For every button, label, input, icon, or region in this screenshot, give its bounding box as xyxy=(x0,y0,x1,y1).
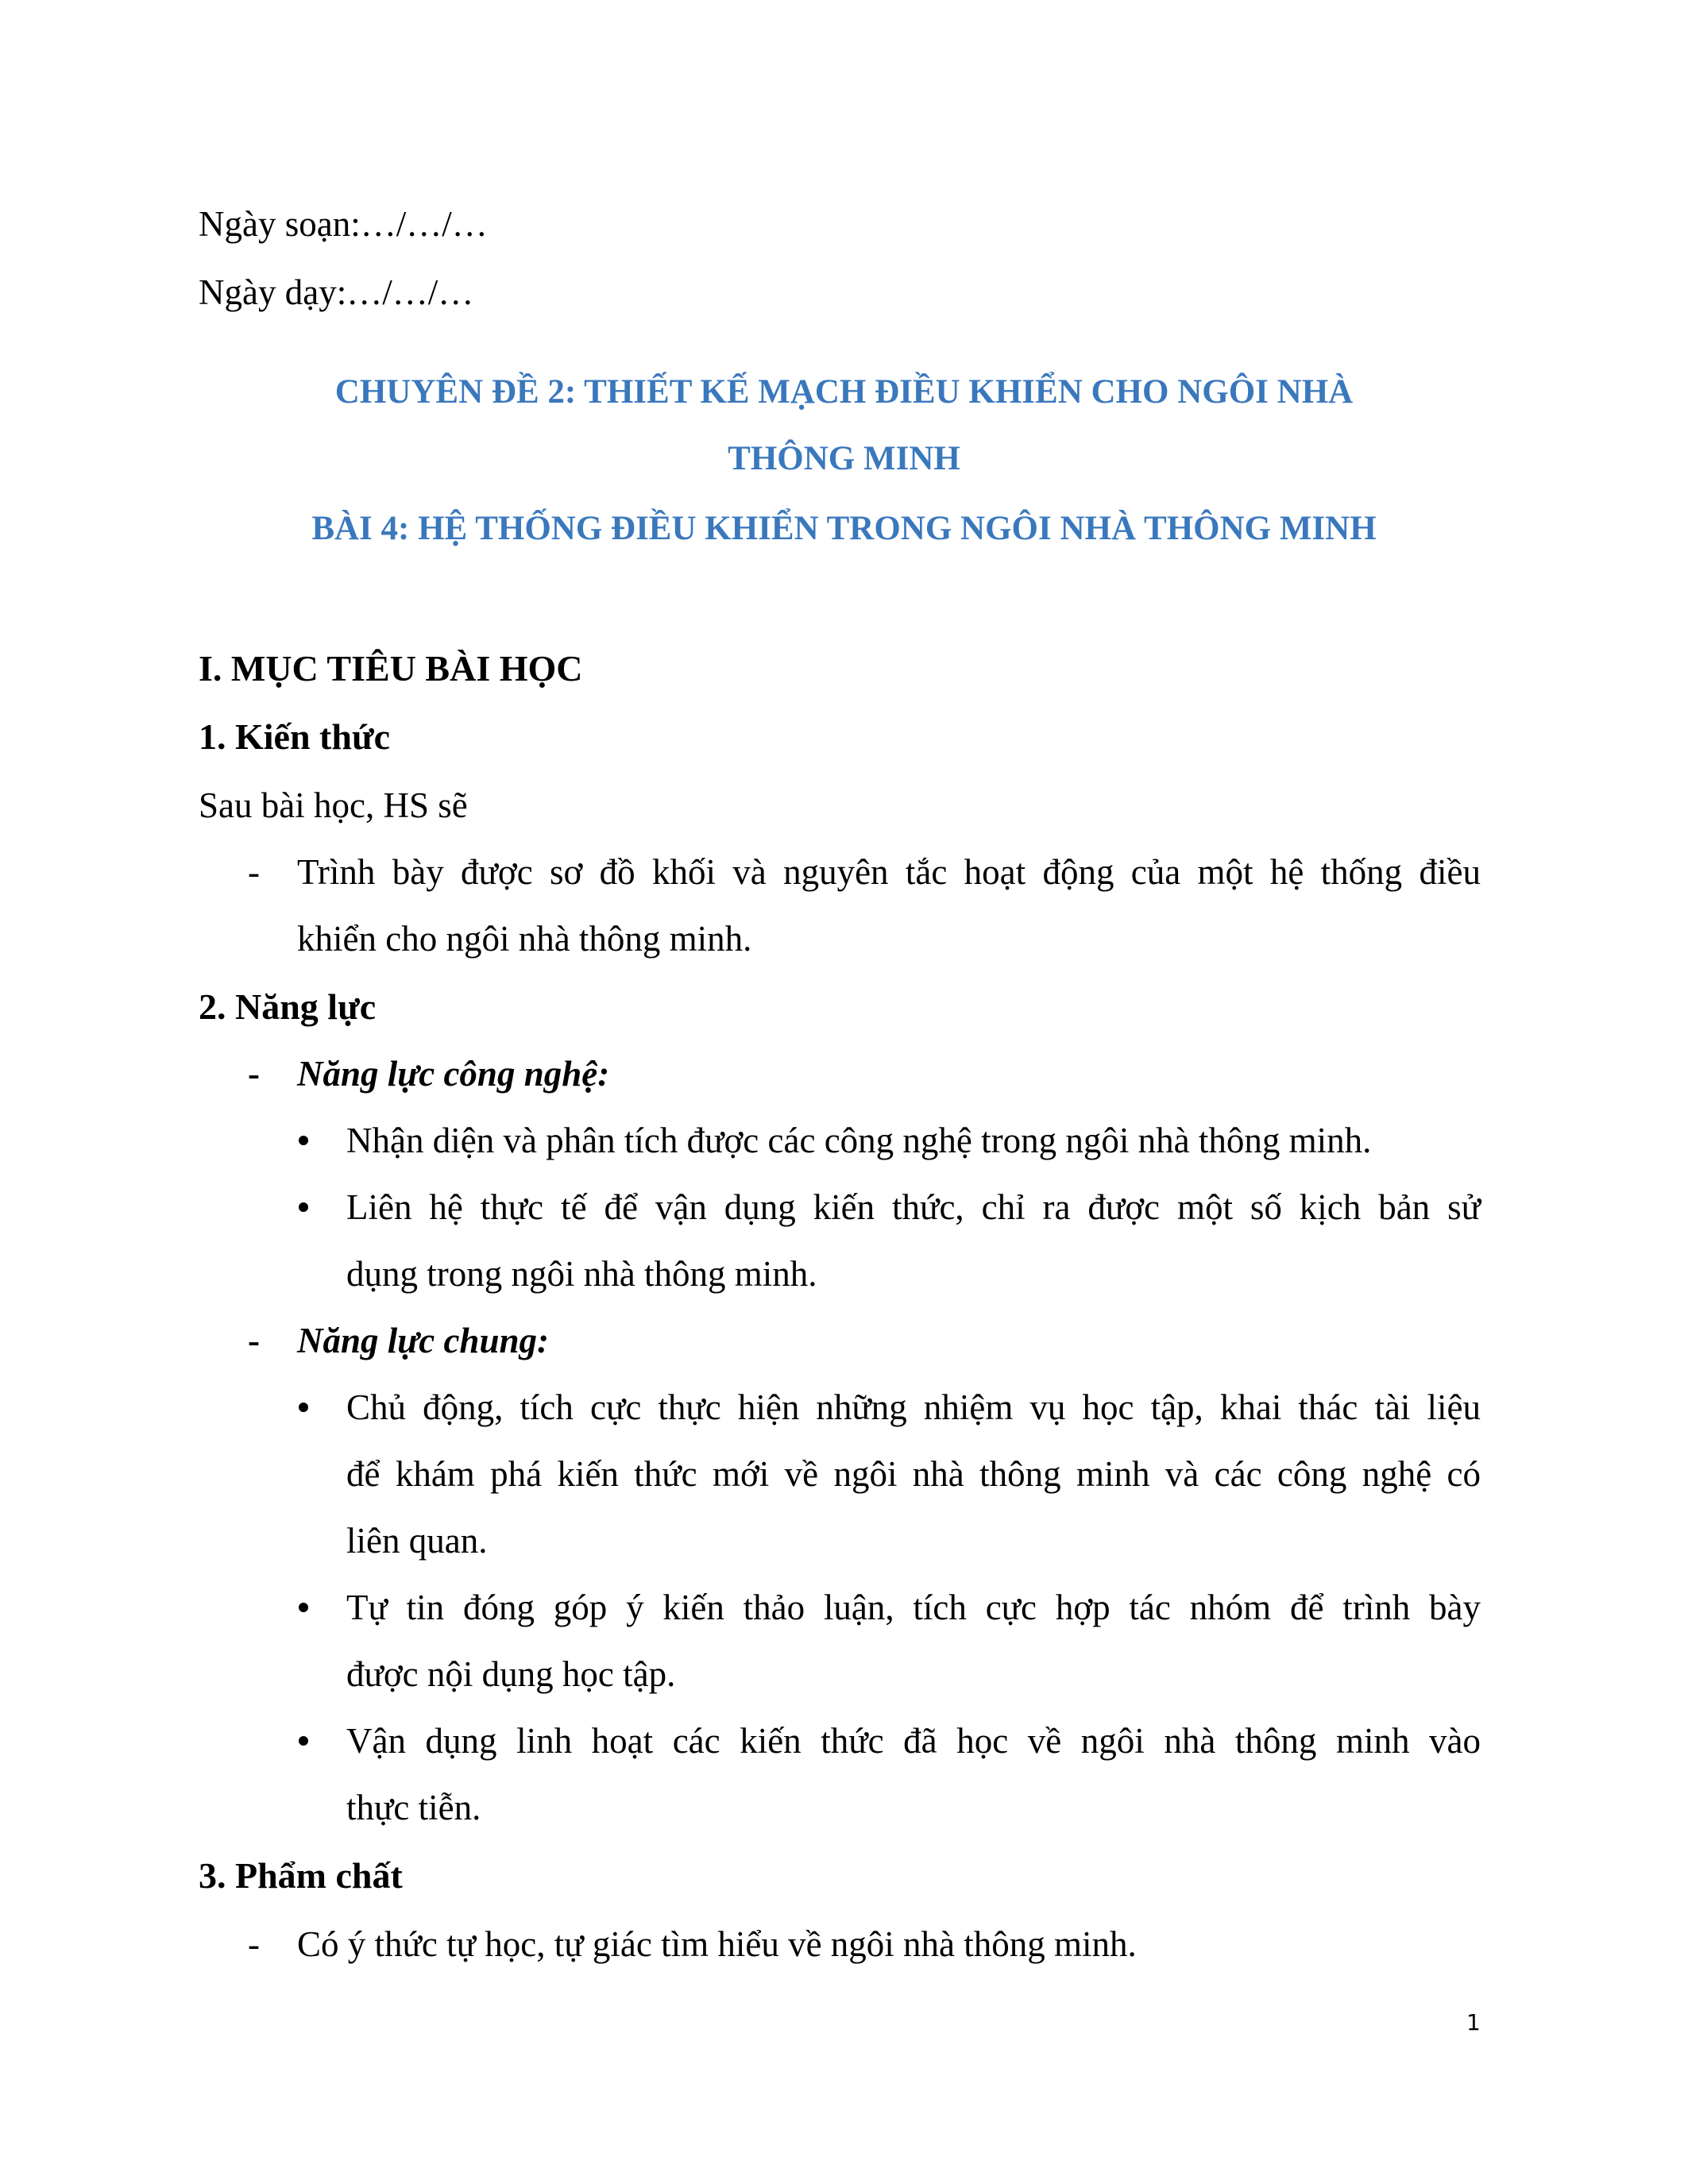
dash-marker: - xyxy=(248,1054,260,1094)
bullet-icon xyxy=(299,1136,308,1145)
page-number: 1 xyxy=(1466,2009,1481,2035)
dash-marker: - xyxy=(248,1924,260,1964)
dash-marker: - xyxy=(248,852,260,892)
topic-title-line2: THÔNG MINH xyxy=(728,440,960,477)
lesson-title: BÀI 4: HỆ THỐNG ĐIỀU KHIỂN TRONG NGÔI NHÀ THÔNG MINH xyxy=(311,510,1377,547)
subheading-knowledge: 1. Kiến thức xyxy=(199,716,390,757)
dash-marker: - xyxy=(248,1321,260,1360)
tech-bullet-2-line2: dụng trong ngôi nhà thông minh. xyxy=(346,1254,817,1294)
general-bullet-1-line2: để khám phá kiến thức mới về ngôi nhà thông minh và các công nghệ có xyxy=(346,1454,1481,1494)
qualities-item-1: Có ý thức tự học, tự giác tìm hiểu về ngôi nhà thông minh. xyxy=(297,1924,1137,1964)
bullet-icon xyxy=(299,1736,308,1746)
general-bullet-2-line1: Tự tin đóng góp ý kiến thảo luận, tích cực hợp tác nhóm để trình bày xyxy=(346,1588,1481,1627)
topic-title-line1: CHUYÊN ĐỀ 2: THIẾT KẾ MẠCH ĐIỀU KHIỂN CHO NGÔI NHÀ xyxy=(334,373,1354,411)
tech-competence-label: Năng lực công nghệ: xyxy=(297,1054,610,1094)
knowledge-item-line1: Trình bày được sơ đồ khối và nguyên tắc hoạt động của một hệ thống điều xyxy=(297,852,1481,892)
section-heading-objectives: I. MỤC TIÊU BÀI HỌC xyxy=(199,648,583,689)
bullet-icon xyxy=(299,1603,308,1612)
general-bullet-1-line3: liên quan. xyxy=(346,1521,488,1561)
general-bullet-3-line1: Vận dụng linh hoạt các kiến thức đã học về ngôi nhà thông minh vào xyxy=(346,1721,1481,1761)
general-bullet-1-line1: Chủ động, tích cực thực hiện những nhiệm vụ học tập, khai thác tài liệu xyxy=(346,1387,1481,1427)
general-bullet-3-line2: thực tiễn. xyxy=(346,1788,481,1827)
general-bullet-2-line2: được nội dụng học tập. xyxy=(346,1654,676,1694)
bullet-icon xyxy=(299,1202,308,1212)
subheading-qualities: 3. Phẩm chất xyxy=(199,1855,403,1896)
knowledge-intro: Sau bài học, HS sẽ xyxy=(199,785,468,825)
tech-bullet-1: Nhận diện và phân tích được các công nghệ trong ngôi nhà thông minh. xyxy=(346,1121,1372,1160)
bullet-icon xyxy=(299,1403,308,1412)
knowledge-item-line2: khiển cho ngôi nhà thông minh. xyxy=(297,919,752,959)
date-prepared: Ngày soạn:…/…/… xyxy=(199,204,488,244)
tech-bullet-2-line1: Liên hệ thực tế để vận dụng kiến thức, chỉ ra được một số kịch bản sử xyxy=(346,1187,1481,1227)
date-taught: Ngày dạy:…/…/… xyxy=(199,272,474,312)
subheading-competence: 2. Năng lực xyxy=(199,986,377,1027)
general-competence-label: Năng lực chung: xyxy=(297,1321,549,1360)
